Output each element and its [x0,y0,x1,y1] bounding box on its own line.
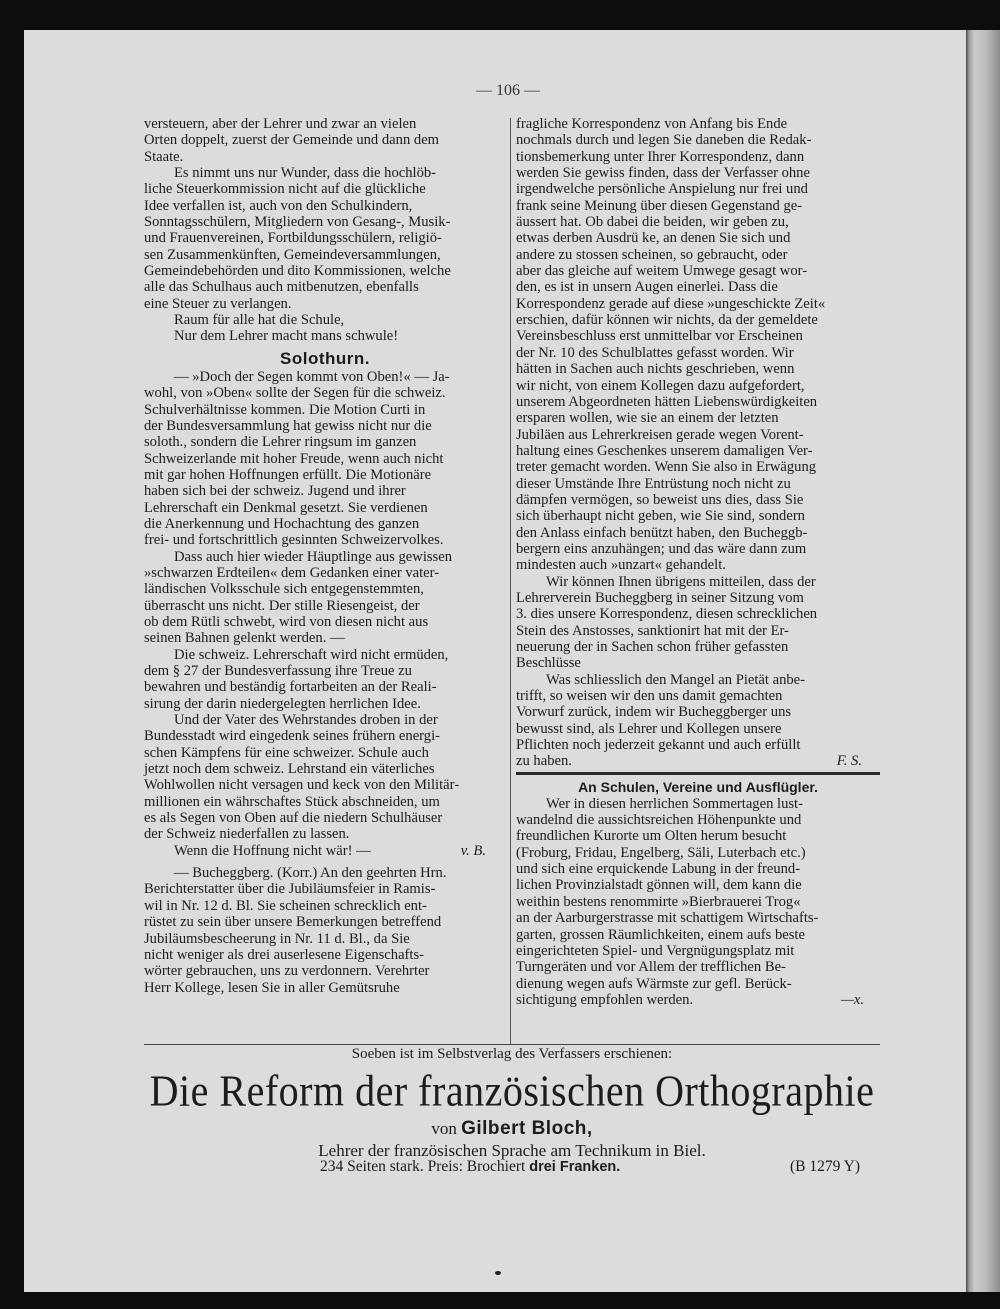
text-line: Beschlüsse [516,655,581,672]
text-line: haltung eines Geschenkes unserem damaligen Ver- [516,442,813,459]
text-line: der Bundesversammlung hat gewiss nicht nur die [144,417,432,434]
text-line: Staate. [144,148,184,165]
text-line: wörter gebrauchen, uns zu verdonnern. Verehrter [144,963,430,980]
ad-price-value: drei Franken. [529,1159,621,1175]
text-line: wil in Nr. 12 d. Bl. Sie scheinen schrecklich ent- [144,897,427,914]
text-line: dieser Umstände Ihre Entrüstung noch nicht zu [516,475,791,492]
text-line: Jubiläen aus Lehrerkreisen gerade wegen Vorent- [516,426,804,443]
text-line: äussert hat. Ob dabei die beiden, wir geben zu, [516,214,789,231]
text-line: Wer in diesen herrlichen Sommertagen lust- [546,795,803,812]
text-line: mindesten auch »unzart« gehandelt. [516,557,726,574]
text-line: liche Steuerkommission nicht auf die glückliche [144,181,426,198]
last-line: sichtigung empfohlen werden. [516,991,694,1008]
text-line: Die schweiz. Lehrerschaft wird nicht ermüden, [174,646,449,663]
text-line: lichen Provinzialstadt gönnen will, dem kann die [516,877,802,894]
text-line: millionen ein währschaftes Stück abschneiden, um [144,793,440,810]
text-line: überrascht uns nicht. Der stille Riesengeist, der [144,597,420,614]
text-line: Wir können Ihnen übrigens mitteilen, dass der [546,573,816,590]
text-line: und sich eine erquickende Labung in der freund- [516,861,801,878]
text-line: Berichterstatter über die Jubiläumsfeier in Ramis- [144,881,436,898]
text-line: Dass auch hier wieder Häuptlinge aus gewissen [174,548,453,565]
text-line: sen Zusammenkünften, Gemeindeversammlungen, [144,246,441,263]
text-line: Vereinsbeschluss erst unmittelbar vor Erscheinen [516,328,803,345]
text-line: eingerichteten Spiel- und Vergnügungsplatz mit [516,942,795,959]
text-line: aber das gleiche auf weitem Umwege gesagt wor- [516,263,808,280]
text-line: Nur dem Lehrer macht mans schwule! [174,328,399,345]
text-line: schen Kämpfens für eine schweizer. Schule auch [144,744,429,761]
ad-by: von [431,1119,457,1138]
text-line: erschien, dafür können wir nichts, da der gemeldete [516,312,818,329]
text-line: Gemeindebehörden und dito Kommissionen, welche [144,263,451,280]
text-line: Stein des Anstosses, sanktionirt hat mit der Er- [516,622,789,639]
ad-pages: 234 Seiten stark. [320,1158,424,1175]
text-line: den, es ist in unsern Augen einerlei. Dass die [516,279,778,296]
text-line: seinen Bahnen gelenkt werden. — [144,630,345,647]
closing-line-row [516,753,880,769]
text-line: Orten doppelt, zuerst der Gemeinde und dann dem [144,132,440,149]
text-line: trifft, so weisen wir den uns damit gemachten [516,688,783,705]
text-line: rüstet zu sein über unsere Bemerkungen betreffend [144,914,442,931]
text-line: Wohlwollen nicht versagen und keck von den Militär- [144,777,460,794]
text-line: es als Segen von Oben auf die niedern Schulhäuser [144,810,443,827]
ad-occupation: Lehrer der französischen Sprache am Technikum in Biel. [318,1141,706,1160]
text-line: Lehrerverein Bucheggberg in seiner Sitzung vom [516,589,804,606]
text-line: Raum für alle hat die Schule, [174,312,345,329]
signature-fs: F. S. [836,753,862,770]
text-line: weithin bestens renommirte »Bierbrauerei Trog« [516,893,801,910]
text-line: fragliche Korrespondenz von Anfang bis Ende [516,116,788,132]
text-line: (Froburg, Fridau, Engelberg, Säli, Luterbach etc.) [516,844,806,861]
text-line: neuerung der in Sachen schon früher gefassten [516,639,789,655]
text-line: ersparen wollen, wie sie an einem der letzten [516,410,779,427]
text-line: der Nr. 10 des Schulblattes gefasst worden. Wir [516,344,794,361]
text-line: jetzt noch dem schweiz. Lehrstand ein väterliches [144,761,435,778]
text-line: Jubiläumsbescheerung in Nr. 11 d. Bl., da Sie [144,930,410,947]
text-line: Turngeräten und vor Allem der trefflichen Be- [516,959,786,976]
text-line: die Anerkennung und Hochachtung des ganzen [144,515,420,532]
right-paragraph-2 [516,574,880,672]
text-line: Es nimmt uns nur Wunder, dass die hochlöb- [174,165,437,182]
text-line: Vorwurf zurück, indem wir Bucheggberger uns [516,704,792,721]
left-paragraph-1 [144,116,506,165]
text-line: bergern eins anzuhängen; und das wäre dann zum [516,540,807,557]
ad-intro: Soeben ist im Selbstverlag des Verfassers erschienen: [351,1046,673,1062]
ad-price-label: Preis: Brochiert [427,1158,526,1175]
hope-line-row [144,843,506,859]
left-paragraph-6 [144,712,506,843]
text-line: etwas derben Ausdrü ke, an denen Sie sich und [516,230,791,247]
left-column [144,116,506,996]
text-line: Schulverhältnisse kommen. Die Motion Curti in [144,401,426,418]
text-line: bewahren und beständig fortarbeiten an der Reali- [144,679,437,696]
text-line: sich überhaupt nicht geben, wie Sie sind, sondern [516,508,805,525]
text-line: Lehrerschaft ein Denkmal gesetzt. Sie verdienen [144,499,428,516]
text-line: nochmals durch und legen Sie daneben die Redak- [516,132,812,149]
text-line: unserem Abgeordneten hätten Liebenswürdigkeiten [516,393,818,410]
text-line: Pflichten noch jederzeit gekannt und auch erfüllt [516,737,801,754]
ad-author-line [144,1118,880,1140]
text-line: sirung der darin niedergelegten herrlichen Idee. [144,695,421,712]
page-edge-shadow [966,30,1000,1292]
print-speck [495,1271,501,1275]
right-paragraph-3 [516,672,880,754]
text-line: frank seine Meinung über diesen Gegenstand ge- [516,197,803,214]
text-line: Sonntagsschülern, Mitgliedern von Gesang-, Musik- [144,214,451,231]
text-line: »schwarzen Erdteilen« dem Gedanken einer vater- [144,564,440,581]
text-line: dem § 27 der Bundesverfassung ihre Treue zu [144,663,412,679]
section-heading-solothurn: Solothurn. [280,348,370,368]
ad-price-line [320,1158,620,1176]
text-line: der Schweiz niederfallen zu lassen. [144,826,350,843]
text-line: bewusst sind, als Lehrer und Kollegen unsere [516,720,782,737]
text-line: dämpfen vermögen, so beweist uns dies, dass Sie [516,491,804,508]
text-line: tionsbemerkung unter Ihrer Korrespondenz, dann [516,148,805,165]
text-line: dienung wegen aufs Wärmste zur gefl. Berück- [516,975,792,992]
text-line: Was schliesslich den Mangel an Pietät anbe- [546,671,806,688]
ad-title: Die Reform der französischen Orthographie [149,1065,875,1116]
text-line: ländischen Volksschule sich entgegenstemmten, [144,581,424,598]
text-line: treter gemacht worden. Wenn Sie also in Erwägung [516,459,817,476]
text-line: wir nicht, von einem Kollegen dazu aufgefordert, [516,377,805,394]
text-line: haben sich bei der schweiz. Jugend und ihrer [144,483,406,500]
text-line: 3. dies unsere Korrespondenz, diesen schrecklichen [516,606,818,623]
text-line: alle das Schulhaus auch mitbenutzen, ebenfalls [144,279,419,296]
text-line: soloth., sondern die Lehrer ringsum im ganzen [144,434,417,451]
section-rule [516,772,880,775]
left-paragraph-2 [144,165,506,312]
text-line: Herr Kollege, lesen Sie in aller Gemütsruhe [144,979,400,996]
text-line: mit gar hohen Hoffnungen erfüllt. Die Motionäre [144,466,432,483]
verse [144,312,506,345]
left-paragraph-5 [144,647,506,712]
advertisement-rule [144,1044,880,1045]
last-line-row [516,992,880,1008]
text-line: ob dem Rütli schwebt, wird von diesen nicht aus [144,613,429,630]
left-paragraph-7 [144,865,506,996]
section-heading-ausfluegler: An Schulen, Vereine und Ausflügler. [578,778,818,795]
text-line: frei- und fortschrittlich gesinnten Schweizervolkes. [144,532,444,549]
text-line: wandelnd die aussichtsreichen Höhenpunkte und [516,812,802,829]
text-line: Schweizerlande mit hoher Freude, wenn auch nicht [144,450,444,467]
text-line: garten, grossen Räumlichkeiten, einem aufs beste [516,926,805,943]
column-divider [510,118,511,1044]
right-column [516,116,880,1008]
text-line: Idee verfallen ist, auch von den Schulkindern, [144,197,413,214]
text-line: hätten in Sachen auch nichts geschrieben, wenn [516,361,795,378]
ad-author: Gilbert Bloch, [461,1118,593,1139]
text-line: — Bucheggberg. (Korr.) An den geehrten Hrn. [174,865,447,882]
hope-line: Wenn die Hoffnung nicht wär! — [174,842,371,859]
text-line: versteuern, aber der Lehrer und zwar an vielen [144,116,417,132]
left-paragraph-4 [144,549,506,647]
text-line: den Anlass einfach benützt haben, den Bucheggb- [516,524,808,541]
text-line: und Frauenvereinen, Fortbildungsschülern, religiö- [144,230,442,247]
text-line: Korrespondenz gerade auf diese »ungeschickte Zeit« [516,295,826,312]
text-line: andere zu stossen scheinen, so gebraucht, oder [516,246,788,263]
page-number: — 106 — [476,82,540,99]
ad-code: (B 1279 Y) [790,1158,861,1175]
closing-line: zu haben. [516,753,572,770]
text-line: nicht weniger als drei auserlesene Eigenschafts- [144,946,425,963]
left-paragraph-3 [144,369,506,549]
right-paragraph-4 [516,796,880,992]
text-line: wohl, von »Oben« sollte der Segen für die schweiz. [144,385,446,402]
text-line: an der Aarburgerstrasse mit schattigem Wirtschafts- [516,910,819,927]
text-line: freundlichen Kurorte um Olten herum besucht [516,828,787,845]
right-paragraph-1 [516,116,880,574]
text-line: eine Steuer zu verlangen. [144,295,292,312]
signature-x: —x. [840,991,864,1008]
text-line: Bundesstadt wird eingedenk seines frühern energi- [144,728,440,745]
text-line: werden Sie gewiss finden, dass der Verfasser ohne [516,165,810,182]
text-line: — »Doch der Segen kommt von Oben!« — Ja- [174,368,450,385]
text-line: irgendwelche persönliche Anspielung nur frei und [516,181,808,198]
text-line: Und der Vater des Wehrstandes droben in der [174,712,438,729]
signature-vb: v. B. [460,842,486,859]
